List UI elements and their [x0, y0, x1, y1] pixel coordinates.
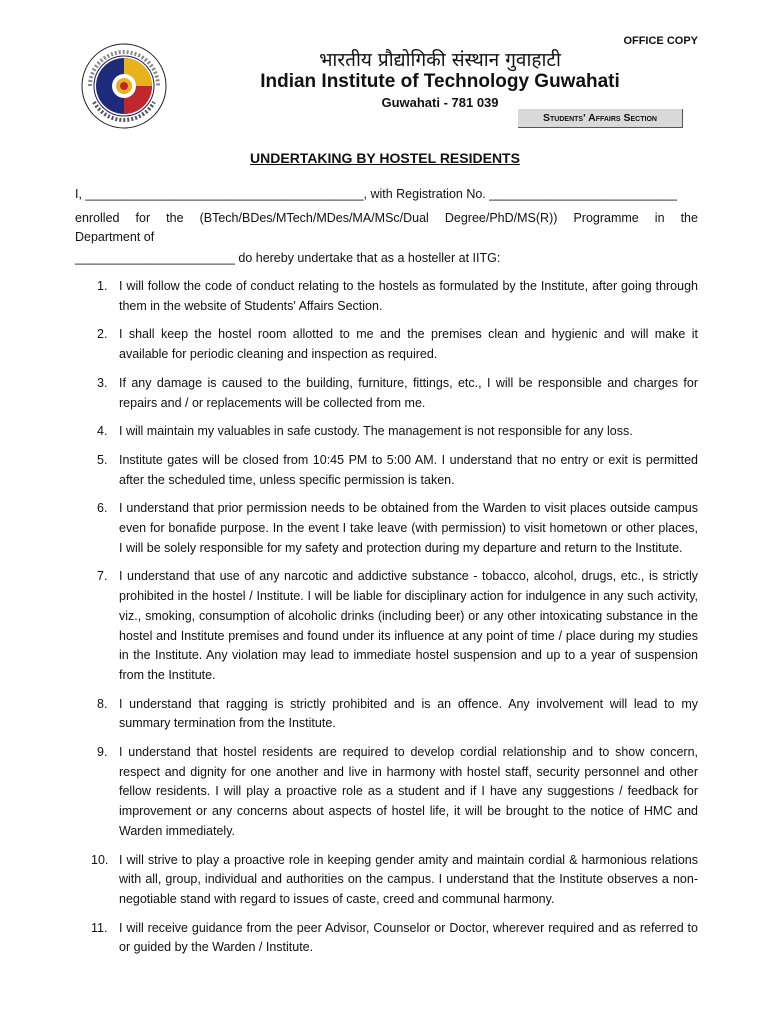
list-item: 7. I understand that use of any narcotic and addictive substance - tobacco, alcohol, drugs, etc., is strictly prohibited in the hostel / Institute. I will be liable for disciplinary action for indulgence in any such activity, viz., smoking, consumption of alcoholic drinks (including beer) or any other intoxicating substance in the hostel and Institute premises and found under its influence at any point of time / place during my studies in the Institute. Any violation may lead to immediate hostel suspension and up to a year of suspension from the Institute. [97, 569, 698, 682]
office-copy-label: OFFICE COPY [623, 35, 698, 47]
list-item: 3. If any damage is caused to the building, furniture, fittings, etc., I will be responsible and charges for repairs and / or replacements will be collected from me. [97, 375, 698, 410]
list-item: 10. I will strive to play a proactive role in keeping gender amity and maintain cordial & harmonious relations with all, group, individual and authorities on the campus. I understand that the Institute observes a non-negotiable stand with regard to issues of caste, creed and communal harmony. [91, 852, 698, 906]
undertaking-line: _______________________ do hereby undertake that as a hosteller at IITG: [75, 251, 501, 265]
undertaking-list [75, 277, 698, 967]
institute-name-hindi: भारतीय प्रौद्योगिकी संस्थान गुवाहाटी [319, 49, 561, 71]
section-badge: Students' Affairs Section [518, 109, 683, 128]
list-item: 8. I understand that ragging is strictly prohibited and is an offence. Any involvement will lead to my summary termination from the Institute. [97, 696, 698, 731]
list-item: 4. I will maintain my valuables in safe custody. The management is not responsible for any loss. [97, 424, 633, 439]
institute-address: Guwahati - 781 039 [381, 95, 499, 110]
programme-line: enrolled for the (BTech/BDes/MTech/MDes/MA/MSc/Dual Degree/PhD/MS(R)) Programme in the [75, 211, 698, 225]
list-item: 1. I will follow the code of conduct relating to the hostels as formulated by the Institute, after going through them in the website of Students' Affairs Section. [97, 279, 698, 313]
institute-name: Indian Institute of Technology Guwahati [260, 71, 620, 92]
list-item: 2. I shall keep the hostel room allotted to me and the premises clean and hygienic and will make it available for periodic cleaning and inspection as required. [97, 327, 698, 362]
list-item: 5. Institute gates will be closed from 10:45 PM to 5:00 AM. I understand that no entry or exit is permitted after the scheduled time, unless specific permission is taken. [97, 452, 698, 487]
name-registration-line: I, ________________________________________, with Registration No. ___________________________ [75, 187, 677, 201]
list-item: 6. I understand that prior permission needs to be obtained from the Warden to visit places outside campus even for bonafide purpose. In the event I take leave (with permission) to visit hometown or other places, I will be solely responsible for my safety and protection during my departure and return to the Institute. [97, 501, 698, 555]
department-label: Department of [75, 230, 155, 244]
document-title: UNDERTAKING BY HOSTEL RESIDENTS [250, 150, 520, 166]
iitg-logo [80, 42, 168, 130]
list-item: 11. I will receive guidance from the peer Advisor, Counselor or Doctor, wherever required and as referred to or guided by the Warden / Institute. [91, 920, 698, 955]
list-item: 9. I understand that hostel residents are required to develop cordial relationship and to show concern, respect and dignity for one another and live in harmony with hostel staff, security personnel and other fellow residents. I will play a proactive role as a student and if I have any suggestions / feedback for improvement or any concerns about aspects of hostel life, it will be brought to the notice of HMC and Warden immediately. [97, 745, 698, 838]
